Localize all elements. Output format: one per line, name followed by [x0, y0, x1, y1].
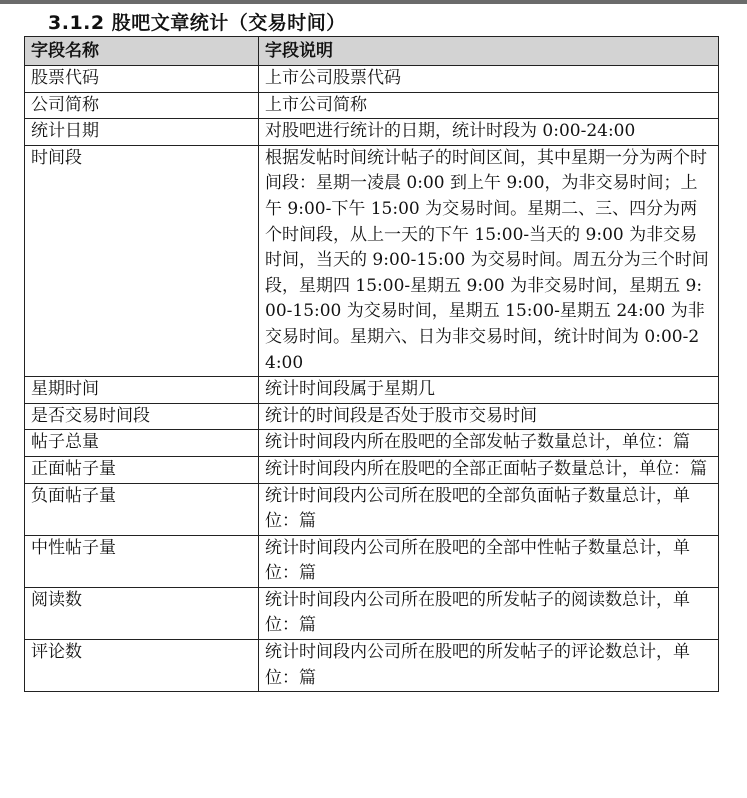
field-name: 帖子总量 — [25, 430, 259, 457]
table-row — [25, 535, 719, 587]
field-name: 阅读数 — [25, 587, 259, 639]
section-heading: 3.1.2 股吧文章统计（交易时间） — [48, 12, 346, 34]
field-name: 公司简称 — [25, 92, 259, 119]
field-desc: 统计时间段内公司所在股吧的全部中性帖子数量总计，单位：篇 — [259, 535, 719, 587]
field-name: 评论数 — [25, 640, 259, 692]
field-desc: 统计的时间段是否处于股市交易时间 — [259, 403, 719, 430]
table-row — [25, 640, 719, 692]
field-desc: 统计时间段内所在股吧的全部正面帖子数量总计，单位：篇 — [259, 456, 719, 483]
header-field-desc: 字段说明 — [259, 37, 719, 66]
field-desc: 统计时间段内所在股吧的全部发帖子数量总计，单位：篇 — [259, 430, 719, 457]
table-row — [25, 66, 719, 93]
table-row — [25, 377, 719, 404]
field-desc: 上市公司股票代码 — [259, 66, 719, 93]
field-name: 中性帖子量 — [25, 535, 259, 587]
field-name: 统计日期 — [25, 119, 259, 146]
field-desc: 对股吧进行统计的日期，统计时段为 0:00-24:00 — [259, 119, 719, 146]
field-name: 星期时间 — [25, 377, 259, 404]
top-border — [0, 0, 747, 4]
field-desc: 统计时间段内公司所在股吧的所发帖子的阅读数总计，单位：篇 — [259, 587, 719, 639]
field-desc: 统计时间段属于星期几 — [259, 377, 719, 404]
table-row — [25, 483, 719, 535]
table-row — [25, 92, 719, 119]
table-header-row — [25, 37, 719, 66]
field-desc: 上市公司简称 — [259, 92, 719, 119]
table-row — [25, 456, 719, 483]
table-row — [25, 119, 719, 146]
field-name: 股票代码 — [25, 66, 259, 93]
field-name: 正面帖子量 — [25, 456, 259, 483]
field-name: 负面帖子量 — [25, 483, 259, 535]
table-row — [25, 430, 719, 457]
table-row — [25, 403, 719, 430]
table-row — [25, 145, 719, 376]
field-table — [24, 36, 719, 692]
table-row — [25, 587, 719, 639]
field-desc: 统计时间段内公司所在股吧的所发帖子的评论数总计，单位：篇 — [259, 640, 719, 692]
field-name: 时间段 — [25, 145, 259, 376]
field-name: 是否交易时间段 — [25, 403, 259, 430]
header-field-name: 字段名称 — [25, 37, 259, 66]
field-desc: 根据发帖时间统计帖子的时间区间，其中星期一分为两个时间段：星期一凌晨 0:00 到上午 9:00，为非交易时间；上午 9:00-下午 15:00 为交易时间。星期二、三、四分为两个时间段，从上一天的下午 15:00-当天的 9:00 为非交易时间，当天的 9:00-15:00 为交易时间。周五分为三个时间段，星期四 15:00-星期五 9:00 为非交易时间，星期五 9:00-15:00 为交易时间，星期五 15:00-星期五 24:00 为非交易时间。星期六、日为非交易时间，统计时间为 0:00-24:00 — [259, 145, 719, 376]
field-desc: 统计时间段内公司所在股吧的全部负面帖子数量总计，单位：篇 — [259, 483, 719, 535]
